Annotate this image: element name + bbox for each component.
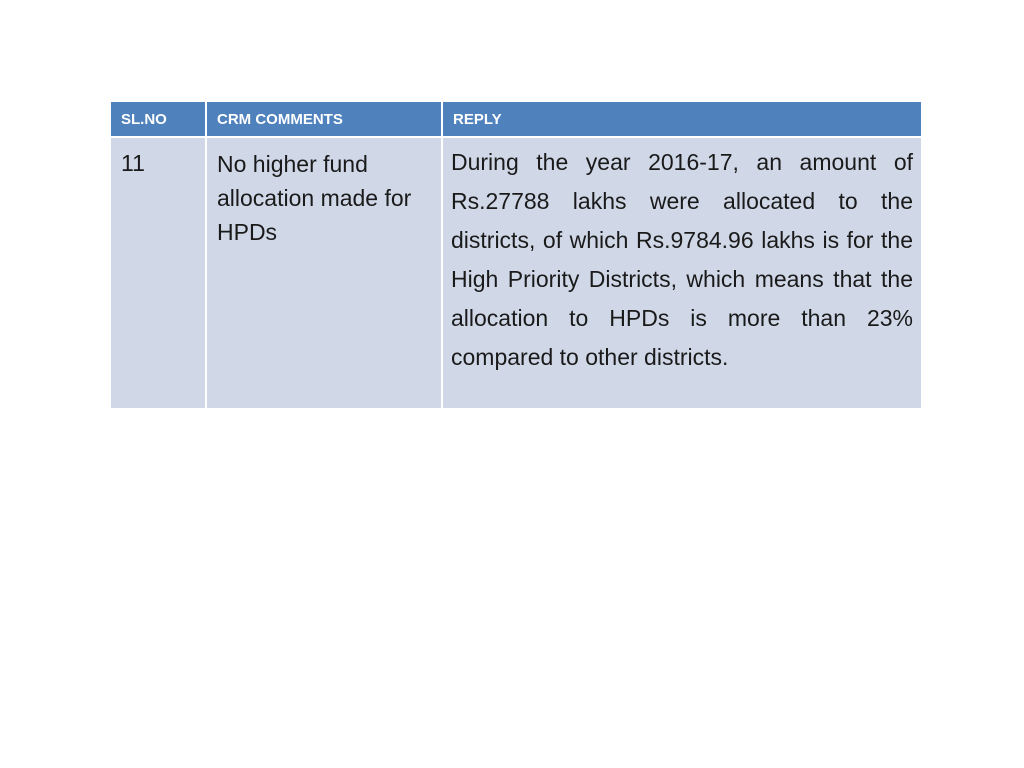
reply-text: During the year 2016-17, an amount of Rs.27788 lakhs were allocated to the districts, of which Rs.9784.96 lakhs is for the High Priority Districts, which means that the allocation to HPDs is more than 23% compared to other districts.	[451, 149, 913, 370]
header-reply: REPLY	[443, 102, 921, 138]
crm-comment-text: No higher fund allocation made for HPDs	[217, 151, 412, 245]
sl-no-value: 11	[121, 150, 145, 176]
table-header-row	[111, 102, 921, 138]
cell-reply	[443, 138, 921, 408]
header-sl-no: SL.NO	[111, 102, 207, 138]
cell-sl-no	[111, 138, 207, 408]
header-crm-comments: CRM COMMENTS	[207, 102, 443, 138]
cell-crm-comment	[207, 138, 443, 408]
crm-reply-table	[111, 102, 921, 408]
table-row	[111, 138, 921, 408]
